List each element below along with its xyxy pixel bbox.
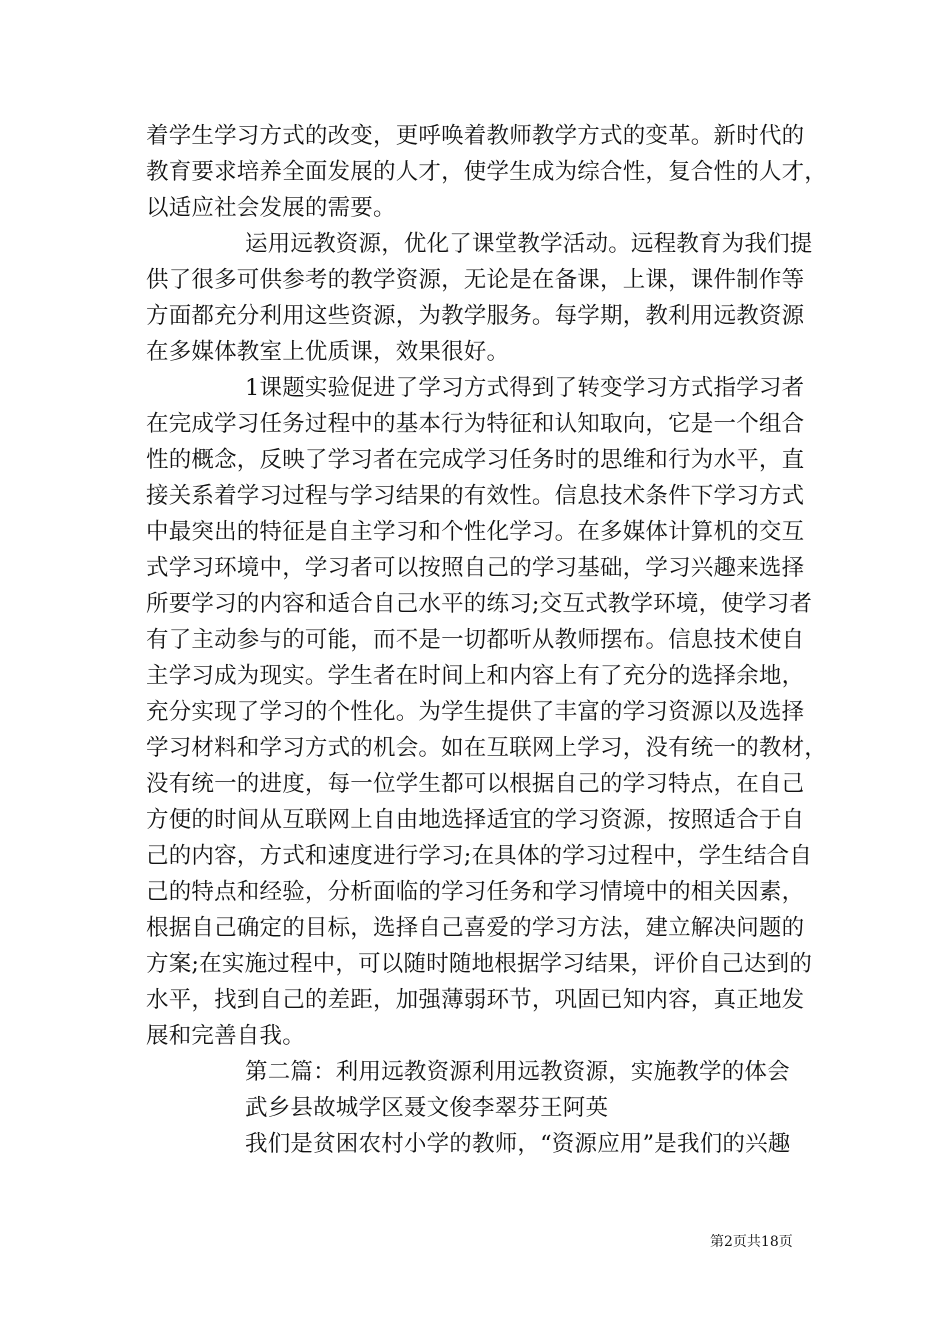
text-line: 在完成学习任务过程中的基本行为特征和认知取向，它是一个组合 <box>146 411 805 437</box>
text-line: 着学生学习方式的改变，更呼唤着教师教学方式的变革。新时代的 <box>146 123 805 149</box>
text-line: 供了很多可供参考的教学资源，无论是在备课，上课，课件制作等 <box>146 267 805 293</box>
text-line: 水平，找到自己的差距，加强薄弱环节，巩固已知内容，真正地发 <box>146 987 805 1013</box>
text-line: 己的特点和经验，分析面临的学习任务和学习情境中的相关因素， <box>146 879 805 905</box>
text-line: 根据自己确定的目标，选择自己喜爱的学习方法，建立解决问题的 <box>146 915 805 941</box>
paragraph-start-line: 我们是贫困农村小学的教师，“资源应用”是我们的兴趣 <box>245 1131 791 1157</box>
text-line: 方面都充分利用这些资源，为教学服务。每学期，教利用远教资源 <box>146 303 805 329</box>
text-line: 展和完善自我。 <box>146 1023 305 1049</box>
text-line: 没有统一的进度，每一位学生都可以根据自己的学习特点，在自己 <box>146 771 805 797</box>
text-line: 性的概念，反映了学习者在完成学习任务时的思维和行为水平，直 <box>146 447 805 473</box>
text-line: 方便的时间从互联网上自由地选择适宜的学习资源，按照适合于自 <box>146 807 805 833</box>
text-line: 学习材料和学习方式的机会。如在互联网上学习，没有统一的教材， <box>146 735 828 761</box>
section-heading: 第二篇：利用远教资源利用远教资源，实施教学的体会 <box>245 1059 790 1085</box>
text-line: 方案;在实施过程中，可以随时随地根据学习结果，评价自己达到的 <box>146 951 813 977</box>
page-footer: 第2页共18页 <box>710 1234 793 1250</box>
text-line: 中最突出的特征是自主学习和个性化学习。在多媒体计算机的交互 <box>146 519 805 545</box>
text-line: 己的内容，方式和速度进行学习;在具体的学习过程中，学生结合自 <box>146 843 813 869</box>
text-line: 充分实现了学习的个性化。为学生提供了丰富的学习资源以及选择 <box>146 699 805 725</box>
text-line: 教育要求培养全面发展的人才，使学生成为综合性，复合性的人才， <box>146 159 828 185</box>
paragraph-start-line: 1课题实验促进了学习方式得到了转变学习方式指学习者 <box>245 375 805 401</box>
paragraph-start-line: 运用远教资源，优化了课堂教学活动。远程教育为我们提 <box>245 231 813 257</box>
text-line: 以适应社会发展的需要。 <box>146 195 396 221</box>
text-line: 接关系着学习过程与学习结果的有效性。信息技术条件下学习方式 <box>146 483 805 509</box>
author-line: 武乡县故城学区聂文俊李翠芬王阿英 <box>245 1095 609 1121</box>
text-line: 式学习环境中，学习者可以按照自己的学习基础，学习兴趣来选择 <box>146 555 805 581</box>
text-line: 主学习成为现实。学生者在时间上和内容上有了充分的选择余地， <box>146 663 805 689</box>
text-line: 在多媒体教室上优质课，效果很好。 <box>146 339 510 365</box>
text-line: 有了主动参与的可能，而不是一切都听从教师摆布。信息技术使自 <box>146 627 805 653</box>
text-line: 所要学习的内容和适合自己水平的练习;交互式教学环境，使学习者 <box>146 591 813 617</box>
